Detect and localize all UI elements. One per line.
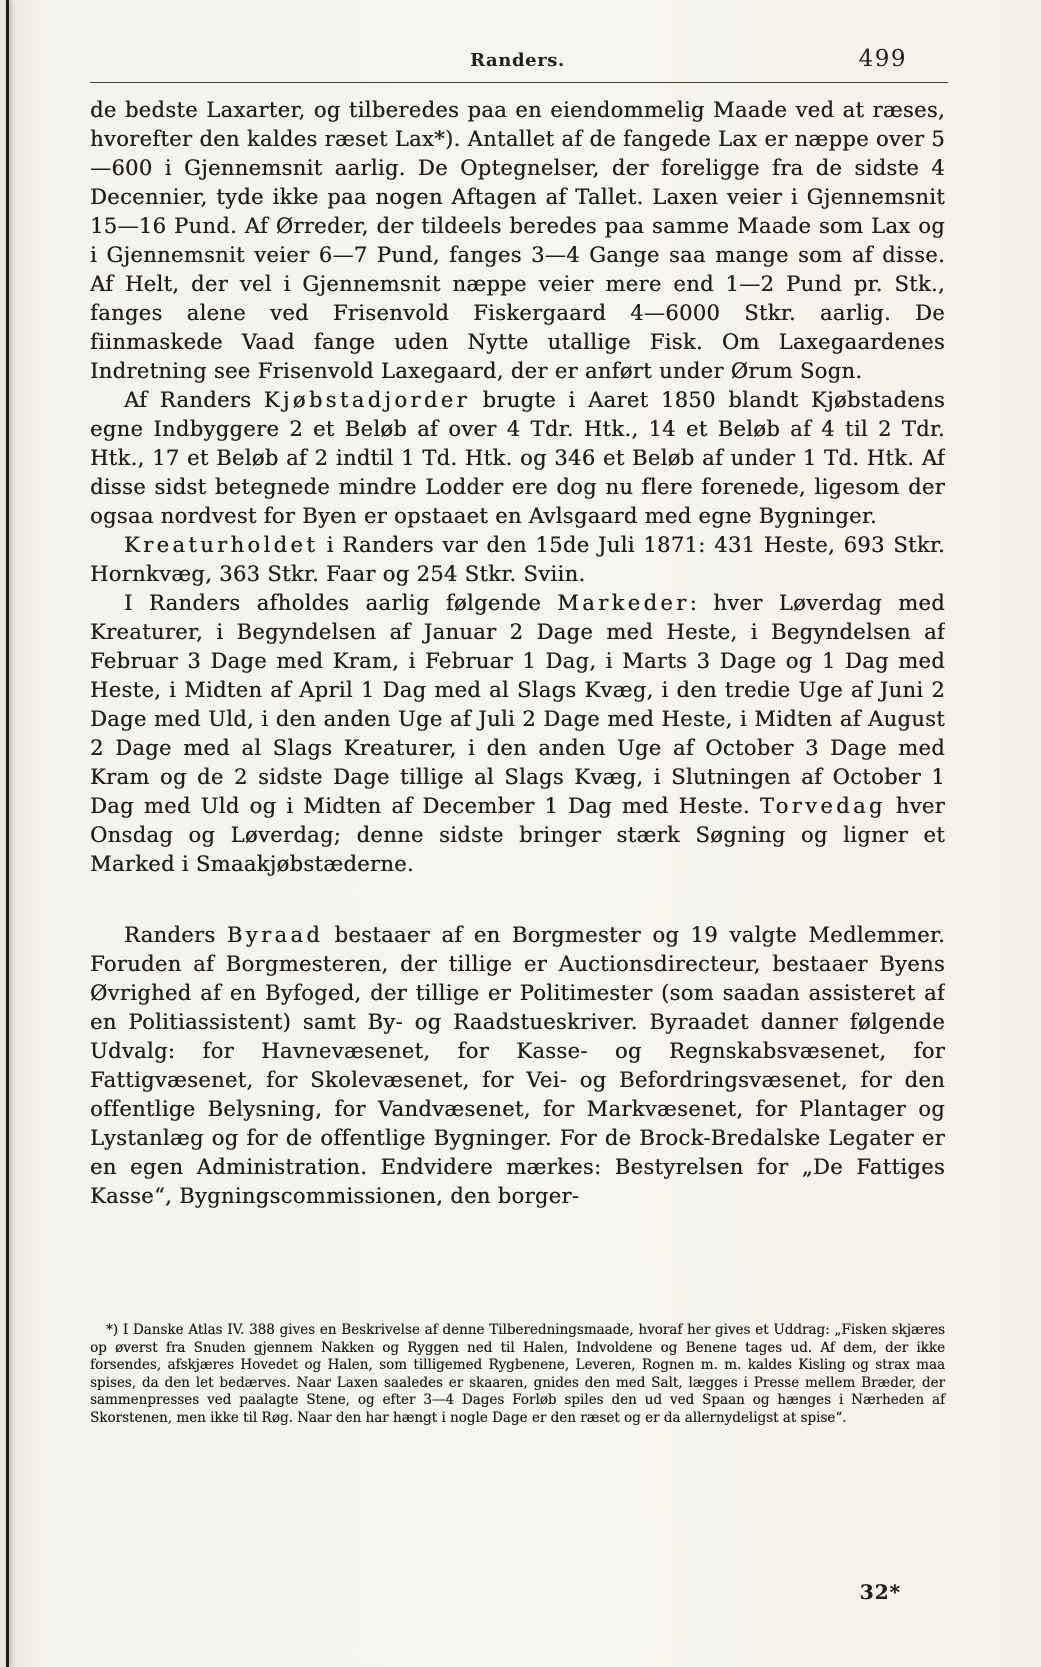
footnote-text: *) I Danske Atlas IV. 388 gives en Beskrivelse af denne Tilberedningsmaade, hvoraf her gives et Uddrag: „Fisken skjæres op øverst fra Snuden gjennem Nakken og Ryggen ned til Halen, Indvoldene og Benene tages ud. Af dem, der ikke forsendes, afskjæres Hovedet og Halen, som tilligemed Rygbenene, Leveren, Rognen m. m. kaldes Kisling og strax maa spises, da den let bedærves. Naar Laxen saaledes er skaaren, gnides den med Salt, lægges i Presse mellem Bræder, der sammenpresses ved paalagte Stene, og efter 3—4 Dages Forløb spiles den ud ved Spaan og hænges i Nærheden af Skorstenen, men ikke til Røg. Naar den har hængt i nogle Dage er den ræset og er da allernydeligst at spise“. [90, 1322, 945, 1426]
page-edge-line [6, 0, 9, 1667]
text-run: I Randers afholdes aarlig følgende [124, 591, 558, 615]
body-paragraph [90, 589, 945, 879]
text-run: hver Onsdag og Løverdag; denne sidste bringer stærk Søgning og ligner et Marked i Smaakjøbstæderne. [90, 794, 945, 876]
page-number: 499 [858, 46, 907, 72]
emphasized-text-run: Markeder [557, 591, 690, 615]
header-rule [90, 82, 948, 83]
text-run: Randers [124, 923, 227, 947]
emphasized-text-run: Kreaturholdet [124, 533, 319, 557]
text-run: de bedste Laxarter, og tilberedes paa en eiendommelig Maade ved at ræses, hvorefter den kaldes ræset Lax*). Antallet af de fangede Lax er næppe over 5—600 i Gjennemsnit aarlig. De Optegnelser, der foreligge fra de sidste 4 Decennier, tyde ikke paa nogen Aftagen af Tallet. Laxen veier i Gjennemsnit 15—16 Pund. Af Ørreder, der tildeels beredes paa samme Maade som Lax og i Gjennemsnit veier 6—7 Pund, fanges 3—4 Gange saa mange som af disse. Af Helt, der vel i Gjennemsnit næppe veier mere end 1—2 Pund pr. Stk., fanges alene ved Frisenvold Fiskergaard 4—6000 Stkr. aarlig. De fiinmaskede Vaad fange uden Nytte utallige Fisk. Om Laxegaardenes Indretning see Frisenvold Laxegaard, der er anført under Ørum Sogn. [90, 98, 945, 383]
text-run: bestaaer af en Borgmester og 19 valgte Medlemmer. Foruden af Borgmesteren, der tillige er Auctionsdirecteur, bestaaer Byens Øvrighed af en Byfoged, der tillige er Politimester (som saadan assisteret af en Politiassistent) samt By- og Raadstueskriver. Byraadet danner følgende Udvalg: for Havnevæsenet, for Kasse- og Regnskabsvæsenet, for Fattigvæsenet, for Skolevæsenet, for Vei- og Befordringsvæsenet, for den offentlige Belysning, for Vandvæsenet, for Markvæsenet, for Plantager og Lystanlæg og for de offentlige Bygninger. For de Brock-Bredalske Legater er en egen Administration. Endvidere mærkes: Bestyrelsen for „De Fattiges Kasse“, Bygningscommissionen, den borger- [90, 923, 945, 1208]
text-run: brugte i Aaret 1850 blandt Kjøbstadens egne Indbyggere 2 et Beløb af over 4 Tdr. Htk., 14 et Beløb af 4 til 2 Tdr. Htk., 17 et Beløb af 2 indtil 1 Td. Htk. og 346 et Beløb af under 1 Td. Htk. Af disse sidst betegnede mindre Lodder ere dog nu flere forenede, ligesom der ogsaa nordvest for Byen er opstaaet en Avlsgaard med egne Bygninger. [90, 388, 945, 528]
body-paragraph [90, 96, 945, 386]
body-paragraph [90, 921, 945, 1211]
emphasized-text-run: Kjøbstadjorder [263, 388, 470, 412]
text-run: : hver Løverdag med Kreaturer, i Begyndelsen af Januar 2 Dage med Heste, i Begyndelsen af Februar 3 Dage med Kram, i Februar 1 Dag, i Marts 3 Dage og 1 Dag med Heste, i Midten af April 1 Dag med al Slags Kvæg, i den tredie Uge af Juni 2 Dage med Uld, i den anden Uge af Juli 2 Dage med Heste, i Midten af August 2 Dage med al Slags Kreaturer, i den anden Uge af October 3 Dage med Kram og de 2 sidste Dage tillige al Slags Kvæg, i Slutningen af October 1 Dag med Uld og i Midten af December 1 Dag med Heste. [90, 591, 945, 818]
footnote [90, 1322, 945, 1427]
emphasized-text-run: Torvedag [759, 794, 886, 818]
printers-signature: 32* [859, 1580, 901, 1604]
text-run: i Randers var den 15de Juli 1871: 431 Heste, 693 Stkr. Hornkvæg, 363 Stkr. Faar og 254 Stkr. Sviin. [90, 533, 945, 586]
body-paragraph [90, 386, 945, 531]
text-run: Af Randers [124, 388, 264, 412]
page-header [90, 46, 945, 78]
page-body [90, 96, 945, 1301]
body-paragraph [90, 531, 945, 589]
running-title: Randers. [470, 50, 565, 71]
emphasized-text-run: Byraad [226, 923, 324, 947]
